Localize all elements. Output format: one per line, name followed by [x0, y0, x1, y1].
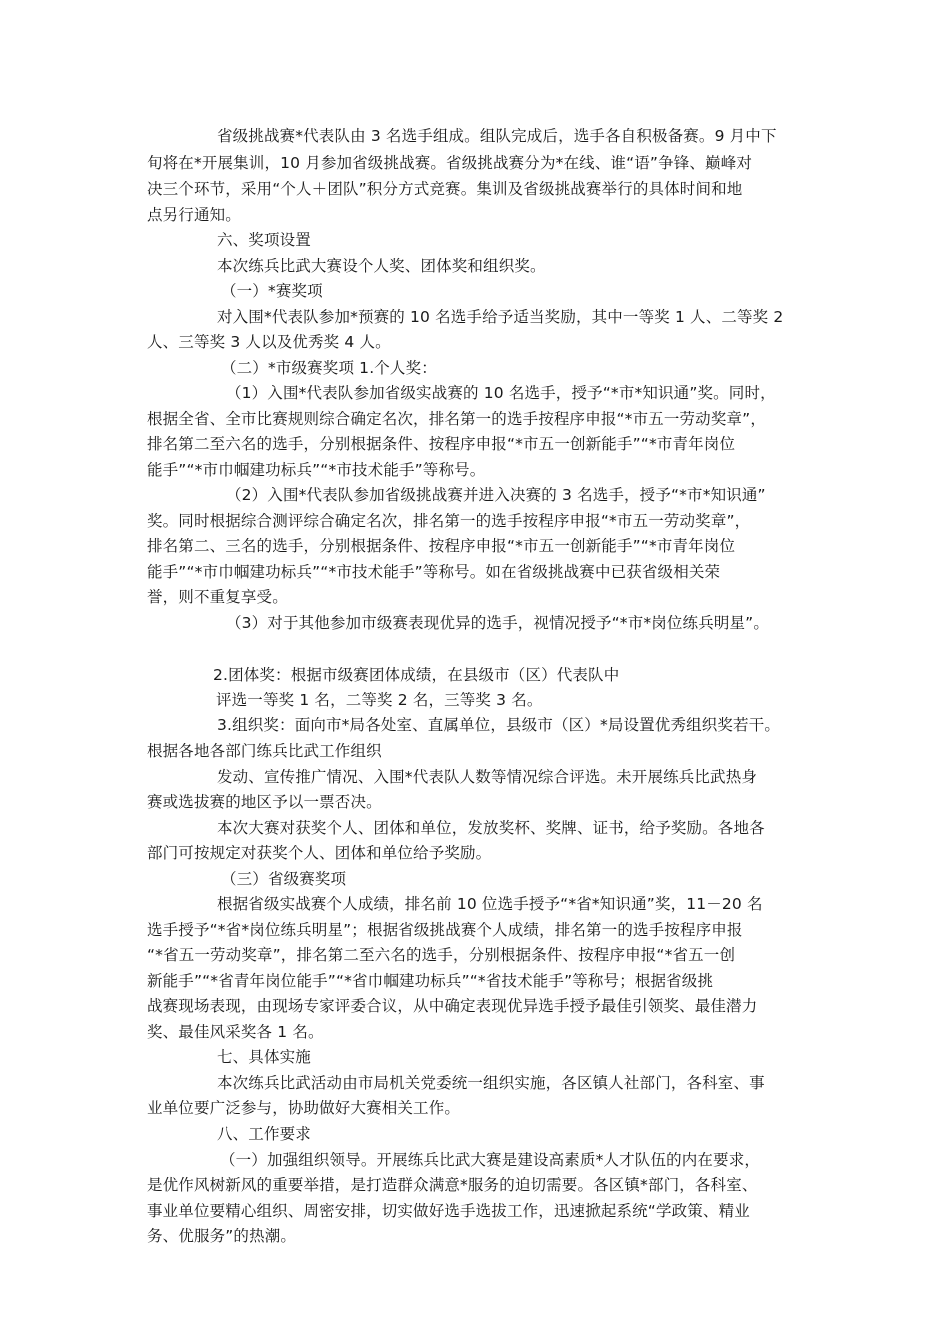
- section-heading: 六、奖项设置: [217, 231, 311, 249]
- text-line: 旬将在*开展集训，10 月参加省级挑战赛。省级挑战赛分为*在线、谁“语”争锋、巅峰对: [147, 154, 753, 172]
- text-line: 选手授予“*省*岗位练兵明星”；根据省级挑战赛个人成绩，排名第一的选手按程序申报: [147, 921, 743, 939]
- text-line: 务、优服务”的热潮。: [147, 1227, 297, 1245]
- text-line: 排名第二、三名的选手，分别根据条件、按程序申报“*市五一创新能手”“*市青年岗位: [147, 537, 736, 555]
- text-line: 赛或选拔赛的地区予以一票否决。: [147, 793, 382, 811]
- text-line: 誉，则不重复享受。: [147, 588, 288, 606]
- text-line: 事业单位要精心组织、周密安排，切实做好选手选拔工作，迅速掀起系统“学政策、精业: [147, 1202, 750, 1220]
- subsection-heading: （三）省级赛奖项: [221, 870, 347, 888]
- text-line: 能手”“*市巾帼建功标兵”“*市技术能手”等称号。如在省级挑战赛中已获省级相关荣: [147, 563, 721, 581]
- text-line: 业单位要广泛参与，协助做好大赛相关工作。: [147, 1099, 461, 1117]
- section-heading: 八、工作要求: [217, 1125, 311, 1143]
- text-line: 本次大赛对获奖个人、团体和单位，发放奖杯、奖牌、证书，给予奖励。各地各: [217, 819, 765, 837]
- text-line: （1）入围*代表队参加省级实战赛的 10 名选手，授予“*市*知识通”奖。同时，: [226, 384, 776, 402]
- text-line: 根据各地各部门练兵比武工作组织: [147, 742, 382, 760]
- text-line: 新能手”“*省青年岗位能手”“*省巾帼建功标兵”“*省技术能手”等称号；根据省级挑: [147, 972, 714, 990]
- text-line: 奖。同时根据综合测评综合确定名次，排名第一的选手按程序申报“*市五一劳动奖章”，: [147, 512, 751, 530]
- text-line: （2）入围*代表队参加省级挑战赛并进入决赛的 3 名选手，授予“*市*知识通”: [226, 486, 766, 504]
- text-line: 评选一等奖 1 名，二等奖 2 名，三等奖 3 名。: [216, 691, 543, 709]
- text-line: 奖、最佳风采奖各 1 名。: [147, 1023, 324, 1041]
- text-line: 人、三等奖 3 人以及优秀奖 4 人。: [147, 333, 391, 351]
- text-line: 2.团体奖：根据市级赛团体成绩，在县级市（区）代表队中: [213, 666, 620, 684]
- text-line: （一）加强组织领导。开展练兵比武大赛是建设高素质*人才队伍的内在要求，: [220, 1151, 761, 1169]
- text-line: 本次练兵比武大赛设个人奖、团体奖和组织奖。: [217, 257, 546, 275]
- text-line: 对入围*代表队参加*预赛的 10 名选手给予适当奖励，其中一等奖 1 人、二等奖 2: [217, 308, 784, 326]
- text-line: “*省五一劳动奖章”，排名第二至六名的选手，分别根据条件、按程序申报“*省五一创: [147, 946, 736, 964]
- section-heading: 七、具体实施: [217, 1048, 311, 1066]
- text-line: 3.组织奖：面向市*局各处室、直属单位，县级市（区）*局设置优秀组织奖若干。: [217, 716, 780, 734]
- text-line: 根据省级实战赛个人成绩，排名前 10 位选手授予“*省*知识通”奖，11－20 名: [217, 895, 763, 913]
- text-line: 决三个环节，采用“个人＋团队”积分方式竞赛。集训及省级挑战赛举行的具体时间和地: [147, 180, 743, 198]
- text-line: 发动、宣传推广情况、入围*代表队人数等情况综合评选。未开展练兵比武热身: [217, 768, 758, 786]
- subsection-heading: （二）*市级赛奖项 1.个人奖：: [221, 359, 437, 377]
- text-line: 能手”“*市巾帼建功标兵”“*市技术能手”等称号。: [147, 461, 486, 479]
- subsection-heading: （一）*赛奖项: [221, 282, 323, 300]
- text-line: 根据全省、全市比赛规则综合确定名次，排名第一的选手按程序申报“*市五一劳动奖章”，: [147, 410, 766, 428]
- text-line: 点另行通知。: [147, 206, 241, 224]
- text-line: 本次练兵比武活动由市局机关党委统一组织实施，各区镇人社部门，各科室、事: [217, 1074, 765, 1092]
- text-line: 省级挑战赛*代表队由 3 名选手组成。组队完成后，选手各自积极备赛。9 月中下: [217, 127, 777, 145]
- text-line: 是优作风树新风的重要举措，是打造群众满意*服务的迫切需要。各区镇*部门，各科室、: [147, 1176, 758, 1194]
- text-line: （3）对于其他参加市级赛表现优异的选手，视情况授予“*市*岗位练兵明星”。: [226, 614, 769, 632]
- text-line: 排名第二至六名的选手，分别根据条件、按程序申报“*市五一创新能手”“*市青年岗位: [147, 435, 736, 453]
- text-line: 部门可按规定对获奖个人、团体和单位给予奖励。: [147, 844, 492, 862]
- text-line: 战赛现场表现，由现场专家评委合议，从中确定表现优异选手授予最佳引领奖、最佳潜力: [147, 997, 758, 1015]
